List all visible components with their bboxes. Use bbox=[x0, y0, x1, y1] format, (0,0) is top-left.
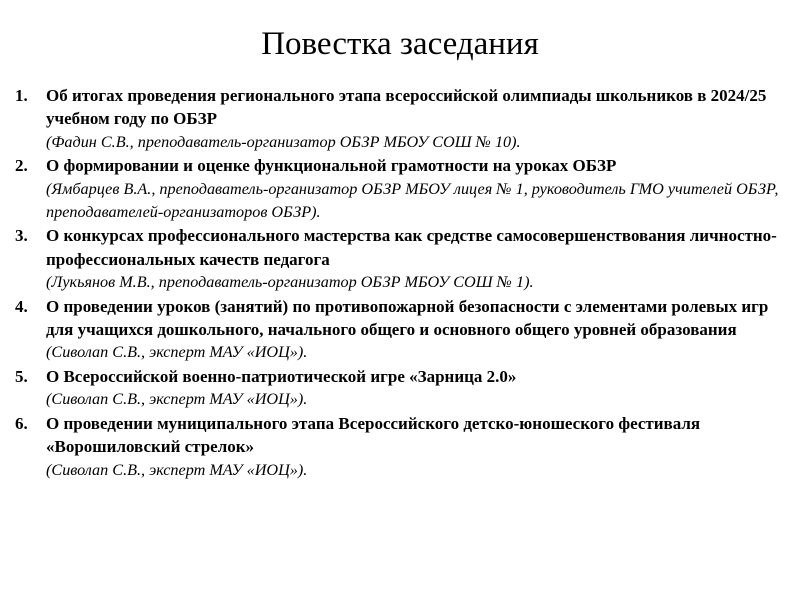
agenda-item-number: 5. bbox=[15, 366, 28, 386]
agenda-item-number: 3. bbox=[15, 226, 28, 246]
agenda-item-title: О Всероссийской военно-патриотической игре «Зарница 2.0» bbox=[46, 366, 517, 386]
agenda-item-2 bbox=[0, 154, 800, 224]
agenda-item-title: О проведении муниципального этапа Всероссийского детско-юношеского фестиваля «Ворошиловский стрелок» bbox=[46, 413, 701, 457]
agenda-item-number: 2. bbox=[15, 156, 28, 176]
agenda-item-number: 6. bbox=[15, 413, 28, 433]
agenda-item-6 bbox=[0, 412, 800, 482]
agenda-item-5 bbox=[0, 365, 800, 412]
agenda-item-1 bbox=[0, 84, 800, 154]
agenda-item-3 bbox=[0, 224, 800, 294]
agenda-list bbox=[0, 84, 800, 482]
agenda-item-title: О конкурсах профессионального мастерства как средстве самосовершенствования личностно-профессиональных качеств педагога bbox=[46, 226, 777, 269]
agenda-item-speaker: (Сиволап С.В., эксперт МАУ «ИОЦ»). bbox=[46, 390, 308, 409]
agenda-item-number: 1. bbox=[15, 86, 28, 105]
agenda-item-speaker: (Лукьянов М.В., преподаватель-организатор ОБЗР МБОУ СОШ № 1). bbox=[46, 273, 534, 292]
agenda-item-speaker: (Фадин С.В., преподаватель-организатор ОБЗР МБОУ СОШ № 10). bbox=[46, 132, 521, 151]
agenda-item-4 bbox=[0, 295, 800, 365]
page-title: Повестка заседания bbox=[261, 26, 539, 62]
agenda-item-title: О проведении уроков (занятий) по противопожарной безопасности с элементами ролевых игр для учащихся дошкольного, начального общего и основного общего уровней образования bbox=[46, 296, 769, 340]
agenda-item-title: О формировании и оценке функциональной грамотности на уроках ОБЗР bbox=[46, 156, 617, 176]
agenda-item-speaker: (Ямбарцев В.А., преподаватель-организатор ОБЗР МБОУ лицея № 1, руководитель ГМО учителей ОБЗР, преподавателей-организаторов ОБЗР). bbox=[46, 179, 779, 222]
agenda-item-speaker: (Сиволап С.В., эксперт МАУ «ИОЦ»). bbox=[46, 343, 308, 362]
agenda-item-number: 4. bbox=[15, 296, 28, 316]
agenda-item-speaker: (Сиволап С.В., эксперт МАУ «ИОЦ»). bbox=[46, 460, 308, 479]
agenda-item-title: Об итогах проведения регионального этапа всероссийской олимпиады школьников в 2024/25 учебном году по ОБЗР bbox=[46, 86, 767, 129]
